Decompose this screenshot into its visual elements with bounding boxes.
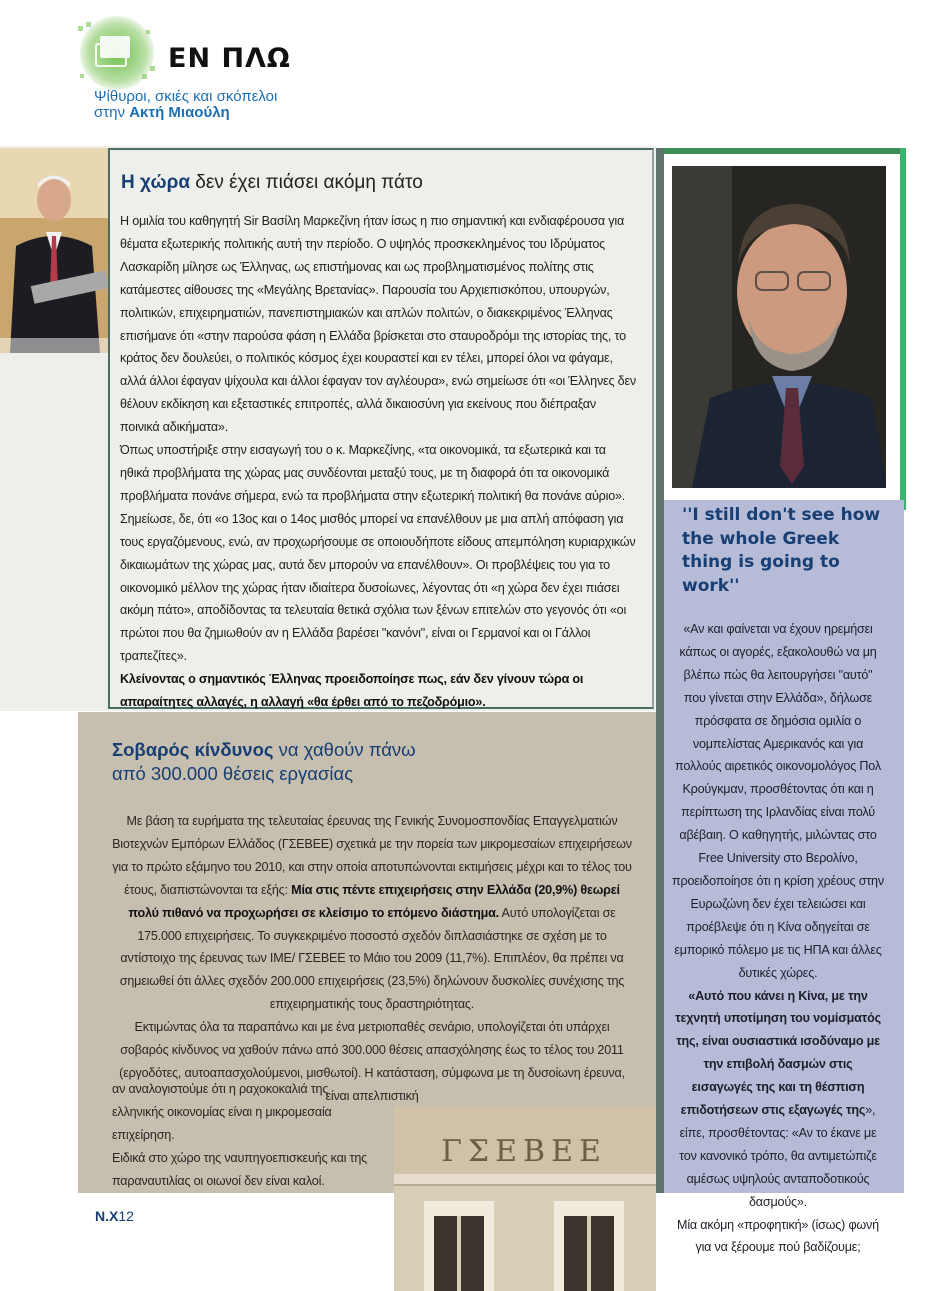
article-2-paragraph: Εκτιμώντας όλα τα παραπάνω και με ένα μετριοπαθές σενάριο, υπολογίζεται ότι υπάρχει σοβαρός κίνδυνος να χαθούν πάνω από 300.000 θέσεις απασχόλησης έως το τέλος του 2011 (εργοδότες, αυτοαπασχολούμενοι, μισθωτοί). Η κατάσταση, σύμφωνα με τη δυσοίωνη έρευνα, είναι απελπιστική	[119, 1020, 625, 1103]
article-1-paragraph: Η ομιλία του καθηγητή Sir Βασίλη Μαρκεζίνη ήταν ίσως η πιο σημαντική και ενδιαφέρουσα για θέματα εξωτερικής πολιτικής αυτή την περίοδο. Ο υψηλός προσκεκλημένος του Ιδρύματος Λασκαρίδη μίλησε ως Έλληνας, ως επιστήμονας και ως προβληματισμένος πολίτης στις κατάμεστες αίθουσες της «Μεγάλης Βρετανίας». Παρουσία του Αρχιεπισκόπου, υπουργών, πολιτικών, επιχειρηματιών, πανεπιστημιακών και απλών πολιτών, ο διακεκριμένος Έλληνας επισήμανε ότι «στην παρούσα φάση η Ελλάδα βρίσκεται στο σταυροδρόμι της ιστορίας της, το κράτος δεν δουλεύει, ο πολιτικός κόσμος έχει κουραστεί και εν τέλει, μπορεί όλοι να φάγαμε, αλλά άλλοι έφαγαν ψίχουλα και άλλοι έφαγαν τον αγλέουρα», ενώ σημείωσε ότι «οι Έλληνες δεν θέλουν εκδίκηση και εξεταστικές επιτροπές, αλλά δικαιοσύνη για εκείνους που διέπραξαν ποινικά αδικήματα».	[120, 214, 636, 435]
article-1-title	[121, 172, 423, 194]
article-2-paragraph	[112, 810, 632, 1016]
article-1-closing: Κλείνοντας ο σημαντικός Έλληνας προειδοποίησε πως, εάν δεν γίνουν τώρα οι απαραίτητες αλλαγές, η αλλαγή «θα έρθει από το πεζοδρόμιο».	[120, 672, 584, 710]
page-prefix: N.X	[95, 1208, 119, 1224]
subtitle-location: Ακτή Μιαούλη	[129, 104, 230, 121]
article-2-text: Αυτό υπολογίζεται σε 175.000 επιχειρήσεις. Το συγκεκριμένο ποσοστό σχεδόν διπλασιάστηκε σε σχέση με το αντίστοιχο της έρευνας των ΙΜΕ/ ΓΣΕΒΕΕ το Μάιο του 2009 (11,7%). Επιπλέον, θα πρέπει να σημειωθεί ότι άλλες σχεδόν 200.000 επιχειρήσεις (23,5%) δηλώνουν δυσκολίες συνέχισης της επιχειρηματικής τους δραστηριότητας.	[119, 905, 625, 1012]
article-1-title-bold: Η χώρα	[121, 172, 191, 193]
subtitle-line-1: Ψίθυροι, σκιές και σκόπελοι	[94, 88, 278, 105]
magazine-logo-icon	[72, 14, 162, 92]
article-2-title	[112, 738, 416, 786]
section-subtitle	[94, 89, 277, 121]
gsevee-building-photo	[394, 1106, 656, 1291]
section-title: ΕΝ ΠΛΩ	[168, 43, 291, 74]
article-2-tail	[112, 1078, 382, 1193]
economist-photo	[672, 166, 886, 488]
article-1-paragraph: Σημείωσε, δε, ότι «ο 13ος και ο 14ος μισθός μπορεί να επανέλθουν με μια απλή απόφαση για τους εργαζόμενους, ενώ, αν προχωρήσουμε σε οποιουδήποτε είδους απεμπόληση κυριαρχικών δικαιωμάτων της χώρας μας, αυτά δεν μπορούν να επανέλθουν». Οι προβλέψεις του για το οικονομικό μέλλον της χώρας ήταν ιδιαίτερα δυσοίωνες, λέγοντας ότι «η χώρα δεν έχει πιάσει ακόμη πάτο», αποδίδοντας τα τελευταία θετικά σχόλια των ξένων επιτελών στο γεγονός ότι «οι πρώτοι που θα ζημιωθούν αν η Ελλάδα βαρέσει "κανόνι", είναι οι Γερμανοί και οι Γάλλοι τραπεζίτες».	[120, 511, 636, 664]
article-1-body	[120, 210, 636, 714]
speaker-photo	[0, 148, 108, 353]
article-2-title-line-1	[112, 738, 416, 762]
article-2-body	[112, 810, 632, 1108]
sidebar-intro: «Αν και φαίνεται να έχουν ηρεμήσει κάπως οι αγορές, εξακολουθώ να μη βλέπω πώς θα λειτουργήσει "αυτό" που γίνεται στην Ελλάδα», δήλωσε πρόσφατα σε δημόσια ομιλία ο νομπελίστας Αμερικανός και για πολλούς αιρετικός οικονομολόγος Πολ Κρούγκμαν, προσθέτοντας ότι και η περίπτωση της Ιρλανδίας είναι πολύ αβέβαιη. Ο καθηγητής, μιλώντας στο Free University στο Βερολίνο, προειδοποίησε ότι η κρίση χρέους στην Ευρωζώνη δεν έχει τελειώσει και προέβλεψε ότι η Κίνα οδηγείται σε εμπορικό πόλεμο με τις ΗΠΑ και άλλες δυτικές χώρες.	[672, 622, 884, 980]
article-2-tail-line: Ειδικά στο χώρο της ναυπηγοεπισκευής και της παραναυτιλίας οι οιωνοί δεν είναι καλοί.	[112, 1150, 367, 1188]
article-1-paragraph: Όπως υποστήριξε στην εισαγωγή του ο κ. Μαρκεζίνης, «τα οικονομικά, τα εξωτερικά και τα ηθικά προβλήματα της χώρας μας συνδέονται μεταξύ τους, με τη διαφορά ότι τα οικονομικά προβλήματα πονάνε σήμερα, ενώ τα προβλήματα στην εξωτερική πολιτική θα πονάνε αύριο».	[120, 443, 626, 503]
article-2-title-line-2: από 300.000 θέσεις εργασίας	[112, 763, 354, 784]
article-1-title-rest: δεν έχει πιάσει ακόμη πάτο	[190, 172, 423, 193]
article-2-title-rest: να χαθούν πάνω	[273, 739, 416, 760]
article-2-text: Με βάση τα ευρήματα της τελευταίας έρευνας της Γενικής Συνομοσπονδίας Επαγγελματιών Βιοτεχνών Εμπόρων Ελλάδος (ΓΣΕΒΕΕ) σχετικά με την πορεία των μικρομεσαίων επιχειρήσεων για το πρώτο εξάμηνο του 2010, και στην οποία αποτυπώνονται εκτιμήσεις μέχρι και το τέλος του έτους, διαπιστώνονται τα εξής:	[112, 814, 632, 897]
sidebar-closing: Μία ακόμη «προφητική» (ίσως) φωνή για να ξέρουμε πού βαδίζουμε;	[677, 1217, 879, 1255]
subtitle-prefix: στην	[94, 104, 130, 121]
page-number-value: 12	[118, 1208, 134, 1224]
sidebar-after-quote: », είπε, προσθέτοντας: «Αν το έκανε με τον κανονικό τρόπο, θα αντιμετώπιζε αμέσως υψηλούς ανταποδοτικούς δασμούς».	[679, 1103, 877, 1209]
article-2-title-bold: Σοβαρός κίνδυνος	[112, 739, 274, 760]
building-sign-text: ΓΣΕΒΕΕ	[441, 1134, 607, 1169]
sidebar-bold-quote: «Αυτό που κάνει η Κίνα, με την τεχνητή υποτίμηση του νομίσματός της, είναι ουσιαστικά ισοδύναμο με την επιβολή δασμών στις εισαγωγές της και τη θέσπιση επιδοτήσεων στις εξαγωγές της	[675, 988, 881, 1118]
pull-quote: ''I still don't see how the whole Greek thing is going to work''	[682, 505, 881, 596]
article-2-tail-line: αν αναλογιστούμε ότι η ραχοκοκαλιά της ελληνικής οικονομίας είναι η μικρομεσαία επιχείρηση.	[112, 1082, 332, 1142]
side-panel-right-bar	[900, 148, 906, 510]
side-panel-top-bar	[656, 148, 906, 154]
article-2-bold-text: Μία στις πέντε επιχειρήσεις στην Ελλάδα (20,9%) θεωρεί πολύ πιθανό να προχωρήσει σε κλείσιμο το επόμενο διάστημα.	[128, 882, 620, 920]
page-number	[95, 1208, 134, 1224]
subtitle-line-2	[94, 105, 277, 121]
sidebar-body	[672, 618, 884, 1259]
sidebar-quote-paragraph	[672, 985, 884, 1214]
side-panel-border	[656, 148, 664, 1193]
